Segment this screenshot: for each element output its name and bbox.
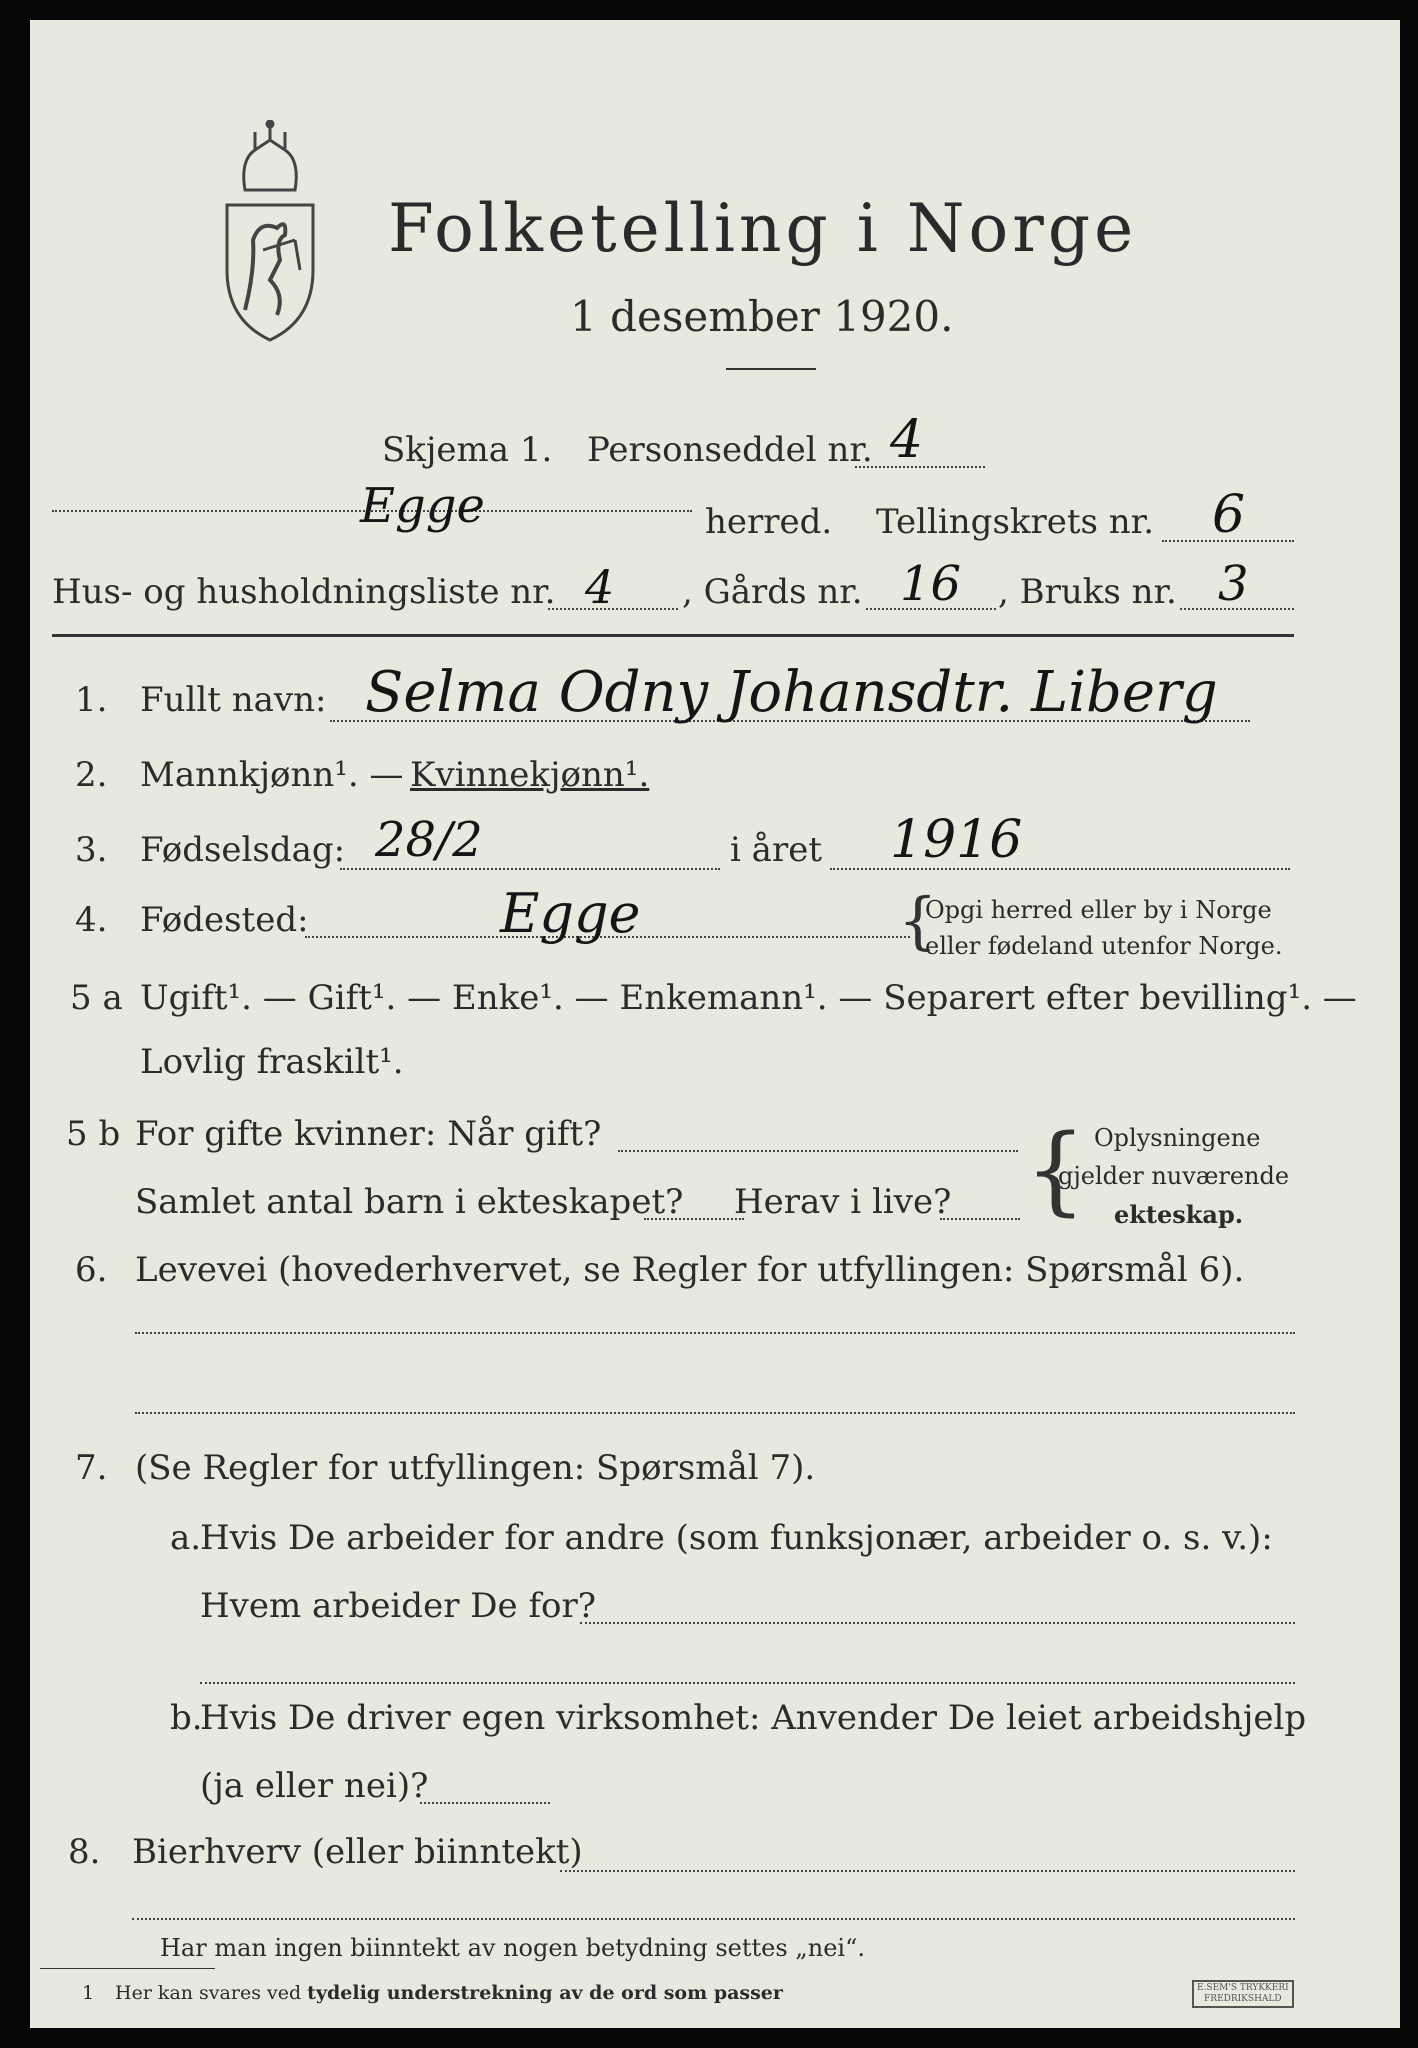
full-name-value: Selma Odny Johansdtr. Liberg [365, 660, 1218, 725]
q4-note-2: eller fødeland utenfor Norge. [925, 932, 1283, 960]
q7a-number: a. [170, 1518, 202, 1558]
q5b-children-label: Samlet antal barn i ekteskapet? [135, 1182, 684, 1222]
q5b-married-line [618, 1150, 1018, 1152]
gards-value: 16 [900, 556, 962, 612]
q5b-note-3: ekteskap. [1114, 1200, 1244, 1229]
q8-line-2 [132, 1918, 1295, 1920]
q5b-alive-line [940, 1218, 1020, 1220]
hus-label: Hus- og husholdningsliste nr. [52, 572, 556, 612]
q4-number: 4. [75, 900, 108, 940]
footnote-mark: 1 [82, 1982, 95, 2004]
q5b-children-line [644, 1218, 744, 1220]
q7b-line [420, 1802, 550, 1804]
q7-number: 7. [75, 1448, 108, 1488]
q8-note: Har man ingen biinntekt av nogen betydning settes „nei“. [160, 1934, 865, 1962]
q6-line-1 [135, 1332, 1295, 1334]
title-divider [726, 368, 816, 370]
q2-male-option: Mannkjønn¹. — [140, 755, 404, 795]
q5a-options-2: Lovlig fraskilt¹. [140, 1042, 404, 1082]
q6-number: 6. [75, 1250, 108, 1290]
page-title: Folketelling i Norge [388, 190, 1138, 267]
q8-line-1 [560, 1870, 1295, 1872]
q7b-text-2: (ja eller nei)? [200, 1766, 429, 1806]
birthplace-value: Egge [500, 882, 641, 945]
herred-value: Egge [360, 478, 485, 534]
q4-note-1: Opgi herred eller by i Norge [925, 896, 1272, 924]
printer-stamp [1192, 1980, 1294, 2008]
q7a-line-2 [200, 1682, 1295, 1684]
census-date: 1 desember 1920. [570, 292, 954, 341]
q8-label: Bierhverv (eller biinntekt) [132, 1832, 583, 1872]
q3-number: 3. [75, 830, 108, 870]
tellingskrets-value: 6 [1212, 485, 1246, 545]
q7a-text: Hvis De arbeider for andre (som funksjonær, arbeider o. s. v.): [200, 1518, 1273, 1558]
q6-line-2 [135, 1412, 1295, 1414]
skjema-label: Skjema 1. [382, 430, 553, 470]
printer-stamp-line-1: E.SEM'S TRYKKERI [1197, 1983, 1289, 1993]
q7b-number: b. [170, 1698, 203, 1738]
q6-label: Levevei (hovederhvervet, se Regler for utfyllingen: Spørsmål 6). [135, 1250, 1245, 1290]
q5b-alive-label: Herav i live? [734, 1182, 952, 1222]
q7a-text-2: Hvem arbeider De for? [200, 1586, 596, 1626]
q2-female-option: Kvinnekjønn¹. [410, 755, 650, 795]
footnote-text [115, 1982, 783, 2004]
bruks-label: , Bruks nr. [998, 572, 1177, 612]
q3-line [340, 868, 720, 870]
q2-number: 2. [75, 755, 108, 795]
footnote-rule [40, 1968, 215, 1969]
q8-number: 8. [68, 1832, 101, 1872]
q5b-note-2: gjelder nuværende [1058, 1162, 1290, 1190]
q5b-number: 5 b [66, 1114, 121, 1154]
footnote-text-bold: tydelig understrekning av de ord som passer [307, 1982, 783, 2004]
q5a-options: Ugift¹. — Gift¹. — Enke¹. — Enkemann¹. — Separert efter bevilling¹. — [140, 978, 1357, 1018]
personseddel-value: 4 [890, 410, 924, 470]
q7a-line-1 [580, 1622, 1295, 1624]
q5a-number: 5 a [70, 978, 123, 1018]
q4-note-brace: { [898, 884, 938, 957]
q5b-label: For gifte kvinner: Når gift? [135, 1114, 602, 1154]
q3-label: Fødselsdag: [140, 830, 346, 870]
q5b-note-1: Oplysningene [1094, 1124, 1261, 1152]
birth-year-value: 1916 [890, 810, 1023, 870]
q1-number: 1. [75, 680, 108, 720]
q7b-text: Hvis De driver egen virksomhet: Anvender De leiet arbeidshjelp [200, 1698, 1307, 1738]
printer-stamp-line-2: FREDRIKSHALD [1204, 1994, 1282, 2004]
q1-label: Fullt navn: [140, 680, 327, 720]
q4-label: Fødested: [140, 900, 309, 940]
coat-of-arms-icon [215, 120, 325, 345]
hus-value: 4 [585, 560, 615, 614]
personseddel-label: Personseddel nr. [587, 430, 873, 470]
bruks-value: 3 [1218, 556, 1249, 612]
footnote-text-plain: Her kan svares ved [115, 1982, 308, 2004]
birthday-value: 28/2 [375, 812, 483, 868]
q5b-note-brace: { [1025, 1114, 1087, 1226]
herred-label: herred. [705, 502, 833, 542]
header-rule [52, 634, 1294, 637]
tellingskrets-label: Tellingskrets nr. [876, 502, 1155, 542]
q3-year-label: i året [730, 830, 822, 870]
gards-label: , Gårds nr. [682, 572, 863, 612]
q7-label: (Se Regler for utfyllingen: Spørsmål 7). [135, 1448, 816, 1488]
census-form [30, 20, 1400, 2028]
